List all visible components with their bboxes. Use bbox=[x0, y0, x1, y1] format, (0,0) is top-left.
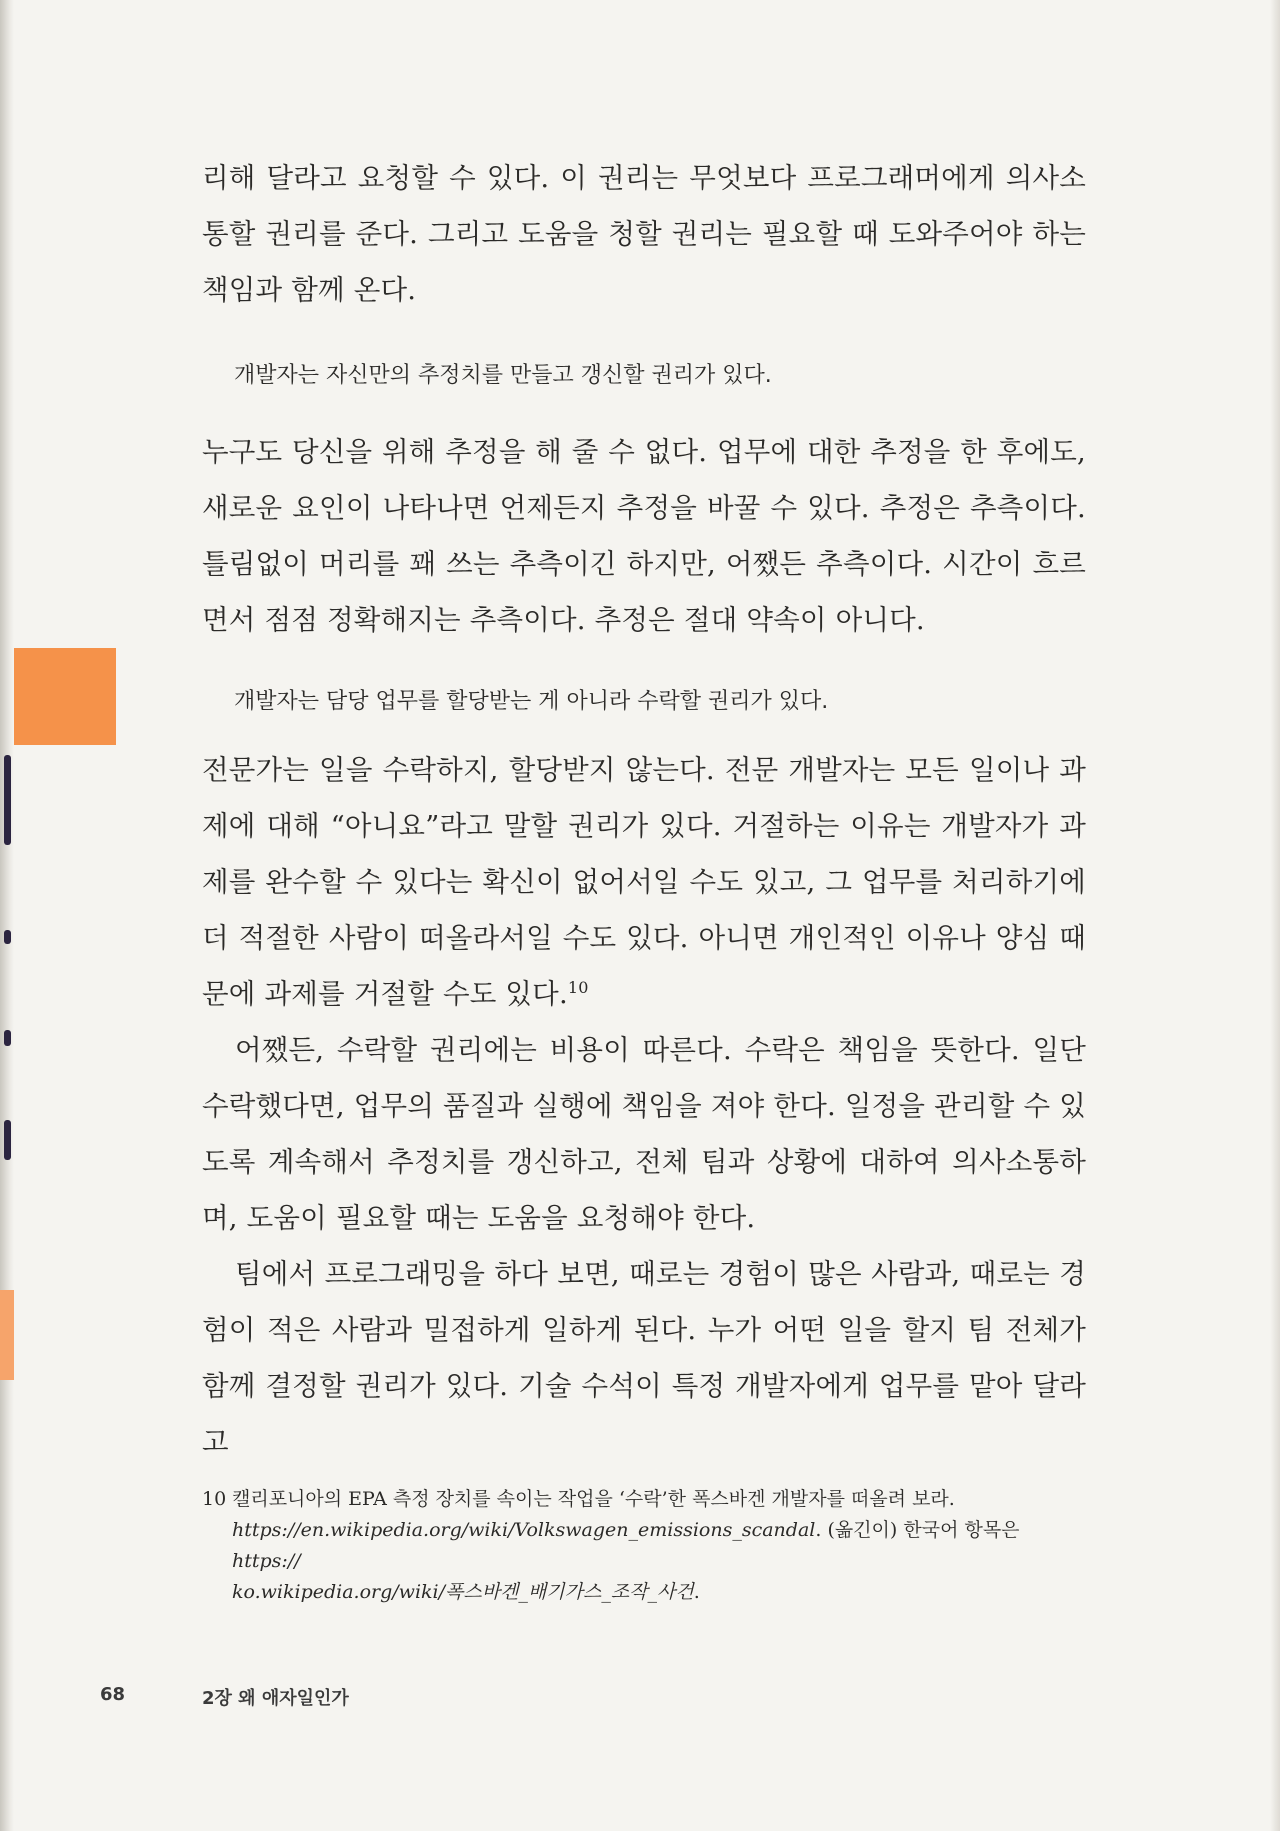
footnote-number: 10 bbox=[202, 1488, 227, 1510]
page-gutter-shadow bbox=[0, 0, 14, 1831]
footnote-text: 캘리포니아의 EPA 측정 장치를 속이는 작업을 ‘수락’한 폭스바겐 개발자를 떠올려 보라. bbox=[232, 1488, 955, 1510]
page-edge-mark bbox=[4, 930, 11, 944]
footnote-link[interactable]: https:// bbox=[232, 1550, 301, 1572]
footnote-reference[interactable]: 10 bbox=[567, 978, 589, 997]
rights-callout: 개발자는 담당 업무를 할당받는 게 아니라 수락할 권리가 있다. bbox=[234, 689, 829, 714]
paragraph: 리해 달라고 요청할 수 있다. 이 권리는 무엇보다 프로그래머에게 의사소통할 권리를 준다. 그리고 도움을 청할 권리는 필요할 때 도와주어야 하는 책임과 함께 온다. bbox=[202, 162, 1086, 306]
chapter-thumb-tab-edge bbox=[0, 1290, 14, 1380]
footnote-link[interactable]: https://en.wikipedia.org/wiki/Volkswagen_emissions_scandal bbox=[232, 1519, 816, 1541]
footnote-text: . bbox=[693, 1581, 700, 1603]
paragraph: 팀에서 프로그래밍을 하다 보면, 때로는 경험이 많은 사람과, 때로는 경험이 적은 사람과 밀접하게 일하게 된다. 누가 어떤 일을 할지 팀 전체가 함께 결정할 권리가 있다. 기술 수석이 특정 개발자에게 업무를 맡아 달라고 bbox=[202, 1258, 1086, 1458]
running-footer-chapter: 2장 왜 애자일인가 bbox=[202, 1688, 349, 1709]
page-edge-mark bbox=[4, 1030, 11, 1046]
footnote bbox=[202, 1484, 1086, 1608]
footnote-link[interactable]: ko.wikipedia.org/wiki/폭스바겐_배기가스_조작_사건 bbox=[232, 1581, 694, 1603]
body-text bbox=[202, 150, 1086, 1470]
paragraph: 어쨌든, 수락할 권리에는 비용이 따른다. 수락은 책임을 뜻한다. 일단 수락했다면, 업무의 품질과 실행에 책임을 져야 한다. 일정을 관리할 수 있도록 계속해서 추정치를 갱신하고, 전체 팀과 상황에 대하여 의사소통하며, 도움이 필요할 때는 도움을 요청해야 한다. bbox=[202, 1034, 1086, 1234]
page-number: 68 bbox=[100, 1684, 126, 1705]
page-edge-mark bbox=[4, 755, 11, 845]
footnote-text: . (옮긴이) 한국어 항목은 bbox=[815, 1519, 1020, 1541]
page-edge-shadow bbox=[1270, 0, 1280, 1831]
chapter-thumb-tab bbox=[14, 648, 116, 745]
page-edge-mark bbox=[4, 1120, 11, 1160]
rights-callout: 개발자는 자신만의 추정치를 만들고 갱신할 권리가 있다. bbox=[234, 363, 772, 388]
paragraph-text: 전문가는 일을 수락하지, 할당받지 않는다. 전문 개발자는 모든 일이나 과제에 대해 “아니요”라고 말할 권리가 있다. 거절하는 이유는 개발자가 과제를 완수할 수 있다는 확신이 없어서일 수도 있고, 그 업무를 처리하기에 더 적절한 사람이 떠올라서일 수도 있다. 아니면 개인적인 이유나 양심 때문에 과제를 거절할 수도 있다. bbox=[202, 754, 1086, 1010]
paragraph bbox=[202, 742, 1086, 1022]
paragraph: 누구도 당신을 위해 추정을 해 줄 수 없다. 업무에 대한 추정을 한 후에도, 새로운 요인이 나타나면 언제든지 추정을 바꿀 수 있다. 추정은 추측이다. 틀림없이 머리를 꽤 쓰는 추측이긴 하지만, 어쨌든 추측이다. 시간이 흐르면서 점점 정확해지는 추측이다. 추정은 절대 약속이 아니다. bbox=[202, 436, 1086, 636]
